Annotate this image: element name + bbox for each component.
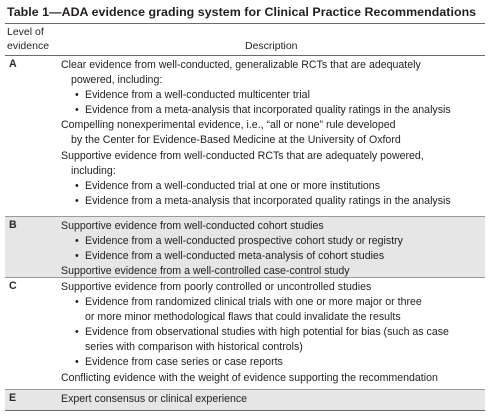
line-text: Evidence from a well-conducted meta-analysis of cohort studies — [85, 250, 385, 263]
line-text: Expert consensus or clinical experience — [61, 393, 248, 405]
line-text: Evidence from case series or case reports — [85, 356, 283, 369]
line-text: Evidence from a well-conducted multicenter trial — [85, 89, 310, 102]
bullet-icon: • — [75, 326, 79, 339]
description-line — [61, 58, 481, 73]
line-text: Evidence from randomized clinical trials with one or more major or three — [85, 296, 422, 309]
evidence-level: B — [9, 219, 17, 231]
evidence-description — [61, 58, 481, 209]
description-line — [61, 280, 481, 295]
description-line — [61, 164, 481, 179]
line-text: including: — [71, 164, 116, 177]
table-row — [5, 277, 485, 390]
header-level-line2: evidence — [7, 39, 50, 52]
description-line — [61, 73, 481, 88]
line-text: Evidence from a well-conducted prospective cohort study or registry — [85, 235, 403, 248]
bullet-line — [61, 234, 481, 249]
bullet-line — [61, 88, 481, 103]
bullet-line — [61, 194, 481, 209]
description-line — [61, 340, 481, 355]
line-text: Supportive evidence from well-conducted cohort studies — [61, 220, 324, 232]
line-text: Supportive evidence from well-conducted RCTs that are adequately powered, — [61, 149, 424, 162]
line-text: Clear evidence from well-conducted, generalizable RCTs that are adequately — [61, 59, 421, 71]
line-text: Evidence from observational studies with high potential for bias (such as case — [85, 326, 449, 339]
line-text: Supportive evidence from poorly controlled or uncontrolled studies — [61, 281, 372, 293]
description-line — [61, 118, 481, 133]
bullet-icon: • — [75, 104, 79, 117]
bullet-icon: • — [75, 235, 79, 248]
line-text: Evidence from a meta-analysis that incorporated quality ratings in the analysis — [85, 104, 451, 117]
line-text: Conflicting evidence with the weight of evidence supporting the recommendation — [61, 371, 438, 384]
description-line — [61, 149, 481, 164]
header-description: Description — [245, 40, 298, 52]
header-level-line1: Level of — [7, 26, 44, 38]
table-title: Table 1—ADA evidence grading system for Clinical Practice Recommendations — [7, 5, 477, 19]
line-text: powered, including: — [71, 74, 163, 87]
bullet-line — [61, 179, 481, 194]
top-rule — [5, 23, 485, 24]
description-line — [61, 371, 481, 386]
evidence-level: E — [9, 392, 17, 404]
evidence-level: A — [9, 58, 17, 70]
line-text: Evidence from a well-conducted trial at one or more institutions — [85, 179, 381, 192]
evidence-description — [61, 280, 481, 386]
evidence-level: C — [9, 280, 17, 292]
table-row — [5, 56, 485, 216]
table-row — [5, 216, 485, 278]
bottom-rule — [5, 410, 485, 411]
description-line — [61, 392, 481, 407]
bullet-icon: • — [75, 296, 79, 309]
bullet-line — [61, 325, 481, 340]
bullet-line — [61, 295, 481, 310]
line-text: series with comparison with historical controls) — [85, 341, 303, 354]
bullet-line — [61, 355, 481, 370]
bullet-icon: • — [75, 356, 79, 369]
evidence-description — [61, 219, 481, 279]
line-text: by the Center for Evidence-Based Medicine at the University of Oxford — [71, 134, 401, 147]
bullet-line — [61, 103, 481, 118]
line-text: Supportive evidence from a well-controlled case-control study — [61, 265, 350, 278]
bullet-icon: • — [75, 179, 79, 192]
line-text: Compelling nonexperimental evidence, i.e., “all or none” rule developed — [61, 119, 396, 132]
line-text: Evidence from a meta-analysis that incorporated quality ratings in the analysis — [85, 194, 451, 207]
bullet-icon: • — [75, 250, 79, 263]
table-row — [5, 389, 485, 411]
evidence-description — [61, 392, 481, 407]
bullet-icon: • — [75, 89, 79, 102]
bullet-icon: • — [75, 194, 79, 207]
description-line — [61, 310, 481, 325]
header-level-of-evidence — [7, 26, 49, 53]
line-text: or more minor methodological flaws that could invalidate the results — [85, 311, 401, 324]
bullet-line — [61, 249, 481, 264]
description-line — [61, 219, 481, 234]
description-line — [61, 133, 481, 148]
